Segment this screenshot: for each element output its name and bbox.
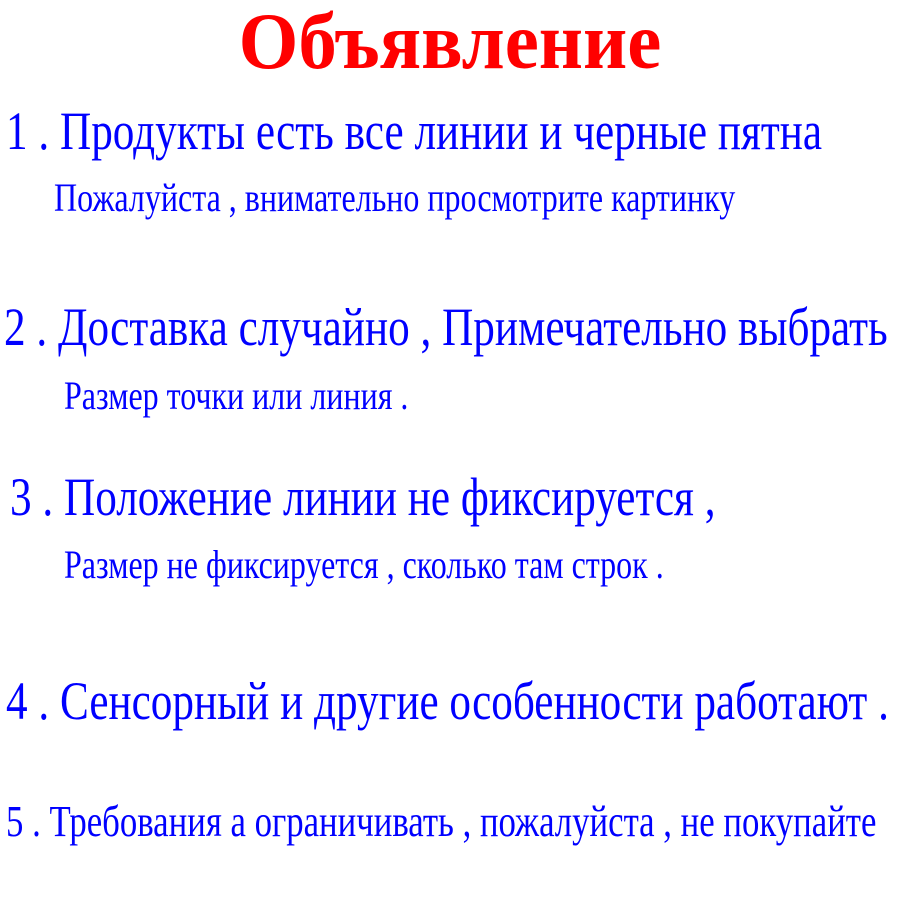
notice-item-2: 2 . Доставка случайно , Примечательно выбрать	[4, 297, 888, 357]
page-title: Объявление	[238, 0, 662, 86]
notice-item-1: 1 . Продукты есть все линии и черные пятна	[6, 101, 823, 161]
notice-item-5: 5 . Требования а ограничивать , пожалуйста , не покупайте	[6, 797, 877, 846]
notice-item-3: 3 . Положение линии не фиксируется ,	[10, 467, 716, 527]
notice-item-2-note: Размер точки или линия .	[64, 373, 409, 418]
notice-item-3-note: Размер не фиксируется , сколько там строк .	[64, 542, 664, 587]
notice-item-4: 4 . Сенсорный и другие особенности работают .	[6, 671, 889, 731]
notice-item-1-note: Пожалуйста , внимательно просмотрите картинку	[54, 175, 736, 220]
